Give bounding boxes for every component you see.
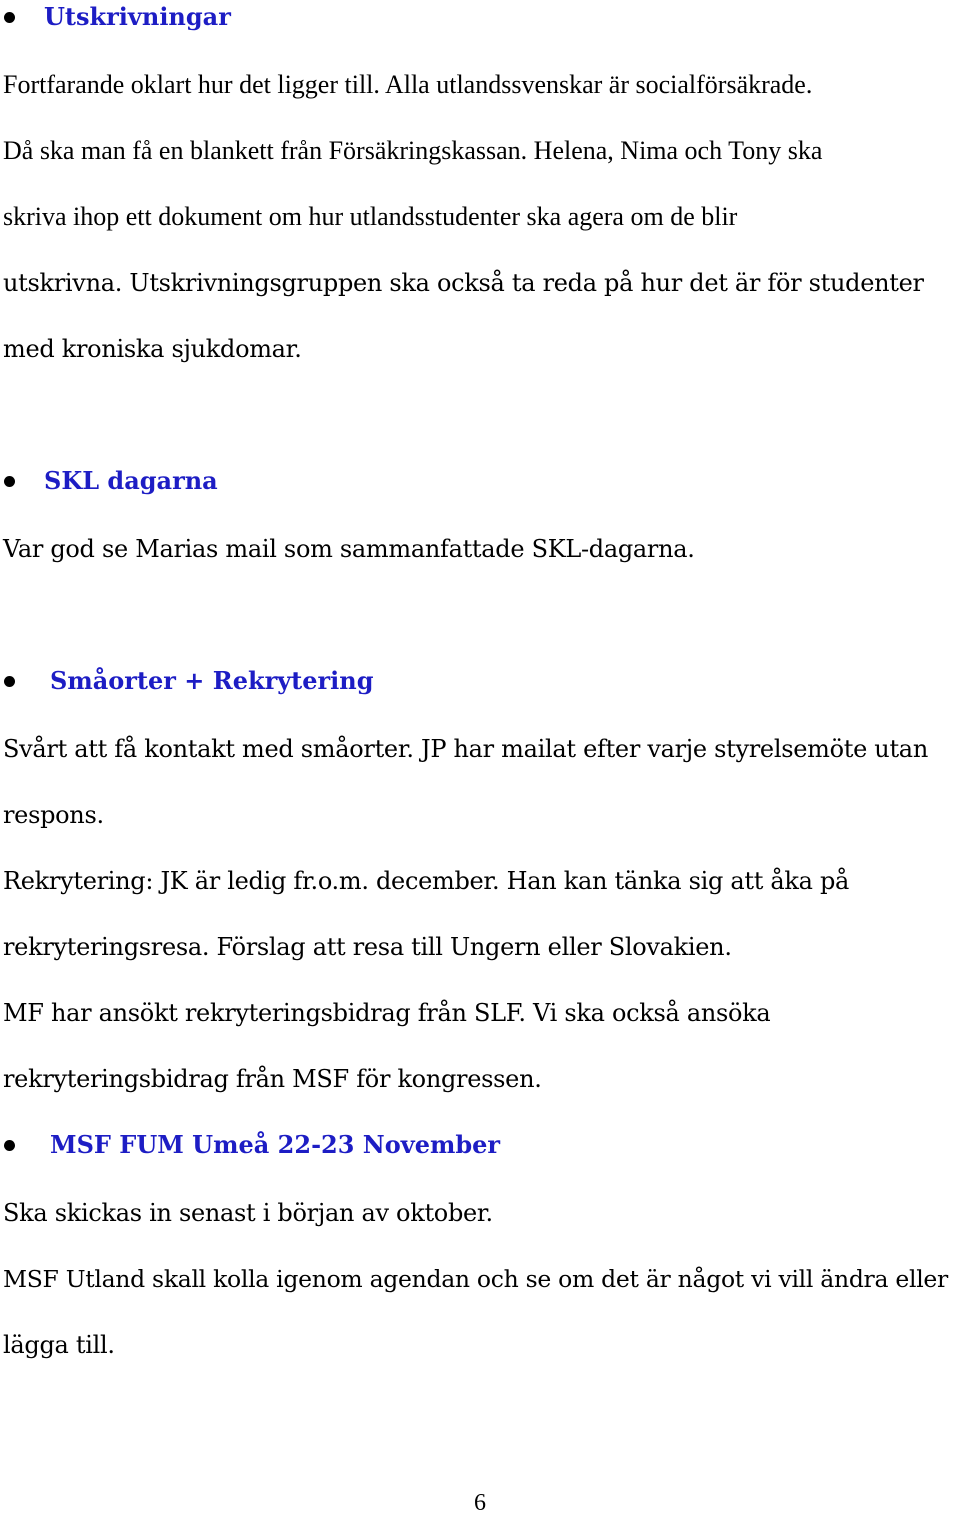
paragraph-line: Var god se Marias mail som sammanfattade SKL-dagarna.	[3, 535, 695, 563]
bullet-icon	[4, 1140, 15, 1151]
bullet-icon	[4, 476, 15, 487]
bullet-icon	[4, 676, 15, 687]
paragraph-line: skriva ihop ett dokument om hur utlandsstudenter ska agera om de blir	[3, 202, 738, 231]
paragraph-line: MF har ansökt rekryteringsbidrag från SLF. Vi ska också ansöka	[3, 999, 771, 1027]
paragraph-line: rekryteringsbidrag från MSF för kongressen.	[3, 1065, 542, 1093]
section-heading-skl-dagarna: SKL dagarna	[44, 466, 218, 495]
section-heading-msf-fum-umea: MSF FUM Umeå 22-23 November	[50, 1130, 501, 1159]
paragraph-line: MSF Utland skall kolla igenom agendan och se om det är något vi vill ändra eller	[3, 1265, 948, 1293]
section-heading-smaorter-rekrytering: Småorter + Rekrytering	[50, 666, 374, 695]
section-heading-utskrivningar: Utskrivningar	[44, 2, 231, 31]
bullet-icon	[4, 12, 15, 23]
page-number: 6	[474, 1490, 486, 1516]
paragraph-line: Ska skickas in senast i början av oktober.	[3, 1199, 493, 1227]
paragraph-line: med kroniska sjukdomar.	[3, 335, 302, 363]
paragraph-line: lägga till.	[3, 1331, 115, 1359]
paragraph-line: Rekrytering: JK är ledig fr.o.m. december. Han kan tänka sig att åka på	[3, 867, 850, 895]
paragraph-line: rekryteringsresa. Förslag att resa till Ungern eller Slovakien.	[3, 933, 732, 961]
paragraph-line: Fortfarande oklart hur det ligger till. Alla utlandssvenskar är socialförsäkrade.	[3, 70, 813, 99]
paragraph-line: respons.	[3, 801, 104, 829]
paragraph-line: Då ska man få en blankett från Försäkringskassan. Helena, Nima och Tony ska	[3, 136, 823, 165]
paragraph-line: Svårt att få kontakt med småorter. JP har mailat efter varje styrelsemöte utan	[3, 735, 928, 763]
paragraph-line: utskrivna. Utskrivningsgruppen ska också ta reda på hur det är för studenter	[3, 269, 924, 297]
